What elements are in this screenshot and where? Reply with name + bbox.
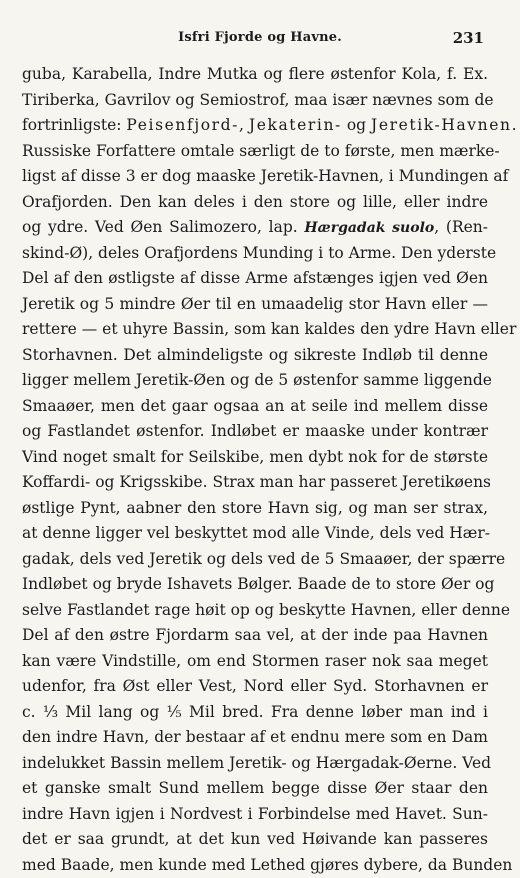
text-line: rettere — et uhyre Bassin, som kan kaldes den ydre Havn eller bbox=[22, 317, 488, 343]
text-line: kan være Vindstille, om end Stormen raser nok saa meget bbox=[22, 649, 488, 675]
text-line: at denne ligger vel beskyttet mod alle Vinde, dels ved Hær- bbox=[22, 521, 488, 547]
text-line: Vind noget smalt for Seilskibe, men dybt nok for de største bbox=[22, 445, 488, 471]
page-header bbox=[0, 30, 520, 50]
running-title: Isfri Fjorde og Havne. bbox=[0, 30, 520, 45]
text-line: Koffardi- og Krigsskibe. Strax man har passeret Jeretikøens bbox=[22, 470, 488, 496]
text-line: udenfor, fra Øst eller Vest, Nord eller Syd. Storhavnen er bbox=[22, 674, 488, 700]
text-line: Smaaøer, men det gaar ogsaa an at seile ind mellem disse bbox=[22, 394, 488, 420]
text-segment: . bbox=[512, 116, 517, 134]
text-line: ligger mellem Jeretik-Øen og de 5 østenfor samme liggende bbox=[22, 368, 488, 394]
text-line: med Baade, men kunde med Lethed gjøres dybere, da Bunden bbox=[22, 853, 488, 878]
text-line bbox=[22, 215, 488, 241]
text-segment: , bbox=[239, 116, 249, 134]
text-line: det er saa grundt, at det kun ved Høivande kan passeres bbox=[22, 827, 488, 853]
emphasized-text: Jekaterin- bbox=[249, 116, 342, 134]
text-line: guba, Karabella, Indre Mutka og flere østenfor Kola, f. Ex. bbox=[22, 62, 488, 88]
emphasized-text: Hærgadak suolo bbox=[304, 220, 434, 236]
emphasized-text: Jeretik-Havnen bbox=[371, 116, 512, 134]
text-line: Del af den østre Fjordarm saa vel, at der inde paa Havnen bbox=[22, 623, 488, 649]
text-line: c. ⅓ Mil lang og ⅕ Mil bred. Fra denne løber man ind i bbox=[22, 700, 488, 726]
text-line: Tiriberka, Gavrilov og Semiostrof, maa især nævnes som de bbox=[22, 88, 488, 114]
text-line: indre Havn igjen i Nordvest i Forbindelse med Havet. Sun- bbox=[22, 802, 488, 828]
text-line: Storhavnen. Det almindeligste og sikreste Indløb til denne bbox=[22, 343, 488, 369]
text-line: Indløbet og bryde Ishavets Bølger. Baade de to store Øer og bbox=[22, 572, 488, 598]
text-line: Orafjorden. Den kan deles i den store og lille, eller indre bbox=[22, 190, 488, 216]
text-segment: og ydre. Ved Øen Salimozero, lap. bbox=[22, 218, 304, 236]
text-line: ligst af disse 3 er dog maaske Jeretik-Havnen, i Mundingen af bbox=[22, 164, 488, 190]
text-line: gadak, dels ved Jeretik og dels ved de 5 Smaaøer, der spærre bbox=[22, 547, 488, 573]
text-line: indelukket Bassin mellem Jeretik- og Hærgadak-Øerne. Ved bbox=[22, 751, 488, 777]
text-segment: og bbox=[342, 116, 371, 134]
text-line: Russiske Forfattere omtale særligt de to første, men mærke- bbox=[22, 139, 488, 165]
text-line: selve Fastlandet rage høit op og beskytte Havnen, eller denne bbox=[22, 598, 488, 624]
text-line: Jeretik og 5 mindre Øer til en umaadelig stor Havn eller — bbox=[22, 292, 488, 318]
body-text bbox=[22, 62, 488, 878]
text-segment: , (Ren- bbox=[434, 218, 488, 236]
emphasized-text: Peisenfjord- bbox=[126, 116, 239, 134]
text-line: østlige Pynt, aabner den store Havn sig, og man ser strax, bbox=[22, 496, 488, 522]
text-line: Del af den østligste af disse Arme afstænges igjen ved Øen bbox=[22, 266, 488, 292]
text-line: og Fastlandet østenfor. Indløbet er maaske under kontrær bbox=[22, 419, 488, 445]
text-segment: fortrinligste: bbox=[22, 116, 126, 134]
page-number: 231 bbox=[453, 29, 484, 47]
text-line bbox=[22, 113, 488, 139]
text-line: et ganske smalt Sund mellem begge disse Øer staar den bbox=[22, 776, 488, 802]
text-line: skind-Ø), deles Orafjordens Munding i to Arme. Den yderste bbox=[22, 241, 488, 267]
text-line: den indre Havn, der bestaar af et endnu mere som en Dam bbox=[22, 725, 488, 751]
